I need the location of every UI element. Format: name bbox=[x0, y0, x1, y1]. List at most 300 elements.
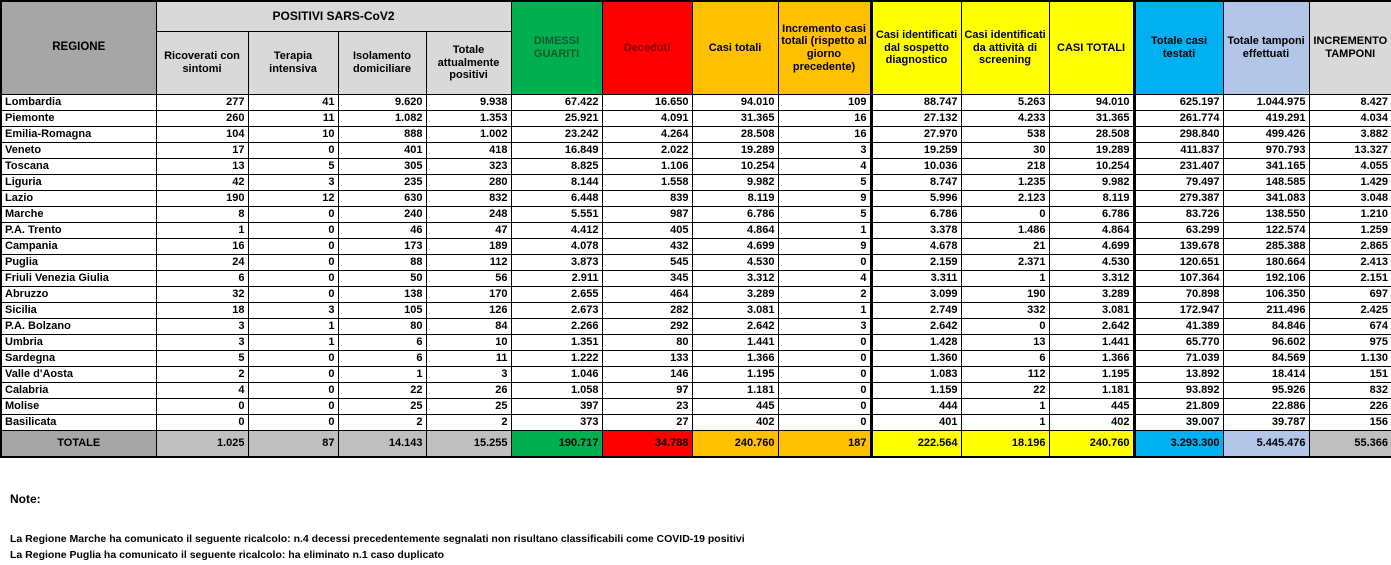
value-cell: 3 bbox=[156, 319, 248, 335]
value-cell: 418 bbox=[426, 143, 511, 159]
value-cell: 499.426 bbox=[1223, 127, 1309, 143]
region-name-cell: Sicilia bbox=[1, 303, 156, 319]
value-cell: 323 bbox=[426, 159, 511, 175]
column-header-dimessi-guariti: DIMESSI GUARITI bbox=[511, 1, 602, 95]
total-value-cell: 15.255 bbox=[426, 431, 511, 458]
value-cell: 16 bbox=[778, 127, 871, 143]
value-cell: 0 bbox=[156, 415, 248, 431]
value-cell: 9.982 bbox=[1049, 175, 1134, 191]
value-cell: 8.119 bbox=[692, 191, 778, 207]
table-row bbox=[1, 303, 1391, 319]
value-cell: 31.365 bbox=[1049, 111, 1134, 127]
value-cell: 1.351 bbox=[511, 335, 602, 351]
value-cell: 0 bbox=[778, 367, 871, 383]
value-cell: 56 bbox=[426, 271, 511, 287]
value-cell: 80 bbox=[338, 319, 426, 335]
note-line-puglia: La Regione Puglia ha comunicato il seguente ricalcolo: ha eliminato n.1 caso duplicato bbox=[10, 548, 445, 561]
notes-section bbox=[0, 458, 1391, 564]
value-cell: 405 bbox=[602, 223, 692, 239]
value-cell: 1.360 bbox=[871, 351, 961, 367]
value-cell: 25.921 bbox=[511, 111, 602, 127]
value-cell: 1.130 bbox=[1309, 351, 1391, 367]
value-cell: 218 bbox=[961, 159, 1049, 175]
value-cell: 39.007 bbox=[1134, 415, 1223, 431]
value-cell: 1.046 bbox=[511, 367, 602, 383]
value-cell: 107.364 bbox=[1134, 271, 1223, 287]
value-cell: 79.497 bbox=[1134, 175, 1223, 191]
region-name-cell: P.A. Bolzano bbox=[1, 319, 156, 335]
value-cell: 9 bbox=[778, 239, 871, 255]
value-cell: 211.496 bbox=[1223, 303, 1309, 319]
value-cell: 4.233 bbox=[961, 111, 1049, 127]
value-cell: 16.849 bbox=[511, 143, 602, 159]
table-row bbox=[1, 399, 1391, 415]
value-cell: 1.181 bbox=[692, 383, 778, 399]
value-cell: 6.786 bbox=[871, 207, 961, 223]
region-name-cell: Campania bbox=[1, 239, 156, 255]
value-cell: 19.289 bbox=[692, 143, 778, 159]
value-cell: 93.892 bbox=[1134, 383, 1223, 399]
value-cell: 172.947 bbox=[1134, 303, 1223, 319]
value-cell: 10.254 bbox=[1049, 159, 1134, 175]
table-row bbox=[1, 351, 1391, 367]
value-cell: 4.530 bbox=[1049, 255, 1134, 271]
value-cell: 120.651 bbox=[1134, 255, 1223, 271]
value-cell: 3.081 bbox=[1049, 303, 1134, 319]
value-cell: 248 bbox=[426, 207, 511, 223]
value-cell: 538 bbox=[961, 127, 1049, 143]
value-cell: 0 bbox=[248, 383, 338, 399]
value-cell: 10 bbox=[248, 127, 338, 143]
table-row bbox=[1, 111, 1391, 127]
value-cell: 1.044.975 bbox=[1223, 95, 1309, 111]
value-cell: 697 bbox=[1309, 287, 1391, 303]
value-cell: 0 bbox=[248, 239, 338, 255]
value-cell: 888 bbox=[338, 127, 426, 143]
value-cell: 94.010 bbox=[692, 95, 778, 111]
region-name-cell: Liguria bbox=[1, 175, 156, 191]
value-cell: 332 bbox=[961, 303, 1049, 319]
value-cell: 26 bbox=[426, 383, 511, 399]
value-cell: 0 bbox=[778, 335, 871, 351]
value-cell: 401 bbox=[338, 143, 426, 159]
value-cell: 4.091 bbox=[602, 111, 692, 127]
value-cell: 112 bbox=[961, 367, 1049, 383]
region-name-cell: Sardegna bbox=[1, 351, 156, 367]
value-cell: 1.441 bbox=[1049, 335, 1134, 351]
value-cell: 1 bbox=[156, 223, 248, 239]
value-cell: 0 bbox=[248, 255, 338, 271]
value-cell: 2.151 bbox=[1309, 271, 1391, 287]
value-cell: 8.144 bbox=[511, 175, 602, 191]
value-cell: 3.289 bbox=[692, 287, 778, 303]
column-header-casi-sospetto-diagnostico: Casi identificati dal sospetto diagnostico bbox=[871, 1, 961, 95]
table-row bbox=[1, 287, 1391, 303]
value-cell: 1 bbox=[248, 335, 338, 351]
value-cell: 2.266 bbox=[511, 319, 602, 335]
value-cell: 39.787 bbox=[1223, 415, 1309, 431]
value-cell: 9.620 bbox=[338, 95, 426, 111]
value-cell: 4.078 bbox=[511, 239, 602, 255]
column-header-isolamento-domiciliare: Isolamento domiciliare bbox=[338, 32, 426, 95]
column-header-casi-totali-maiuscolo: CASI TOTALI bbox=[1049, 1, 1134, 95]
table-row bbox=[1, 383, 1391, 399]
value-cell: 445 bbox=[692, 399, 778, 415]
value-cell: 3 bbox=[248, 303, 338, 319]
value-cell: 18.414 bbox=[1223, 367, 1309, 383]
value-cell: 3.048 bbox=[1309, 191, 1391, 207]
value-cell: 8.747 bbox=[871, 175, 961, 191]
value-cell: 432 bbox=[602, 239, 692, 255]
value-cell: 104 bbox=[156, 127, 248, 143]
value-cell: 5 bbox=[778, 175, 871, 191]
value-cell: 1.159 bbox=[871, 383, 961, 399]
value-cell: 4.699 bbox=[1049, 239, 1134, 255]
table-row bbox=[1, 335, 1391, 351]
value-cell: 3.873 bbox=[511, 255, 602, 271]
column-header-regione: REGIONE bbox=[1, 1, 156, 95]
value-cell: 625.197 bbox=[1134, 95, 1223, 111]
value-cell: 1 bbox=[961, 271, 1049, 287]
value-cell: 1.106 bbox=[602, 159, 692, 175]
value-cell: 285.388 bbox=[1223, 239, 1309, 255]
column-header-totale-attualmente-positivi: Totale attualmente positivi bbox=[426, 32, 511, 95]
total-value-cell: 222.564 bbox=[871, 431, 961, 458]
value-cell: 1.366 bbox=[1049, 351, 1134, 367]
region-name-cell: P.A. Trento bbox=[1, 223, 156, 239]
value-cell: 1 bbox=[248, 319, 338, 335]
value-cell: 17 bbox=[156, 143, 248, 159]
value-cell: 42 bbox=[156, 175, 248, 191]
value-cell: 148.585 bbox=[1223, 175, 1309, 191]
value-cell: 226 bbox=[1309, 399, 1391, 415]
total-value-cell: 55.366 bbox=[1309, 431, 1391, 458]
value-cell: 5.263 bbox=[961, 95, 1049, 111]
region-name-cell: Toscana bbox=[1, 159, 156, 175]
value-cell: 88 bbox=[338, 255, 426, 271]
value-cell: 3.378 bbox=[871, 223, 961, 239]
value-cell: 71.039 bbox=[1134, 351, 1223, 367]
value-cell: 12 bbox=[248, 191, 338, 207]
value-cell: 22 bbox=[961, 383, 1049, 399]
value-cell: 8.119 bbox=[1049, 191, 1134, 207]
value-cell: 280 bbox=[426, 175, 511, 191]
value-cell: 84.569 bbox=[1223, 351, 1309, 367]
value-cell: 4.864 bbox=[1049, 223, 1134, 239]
value-cell: 1.235 bbox=[961, 175, 1049, 191]
value-cell: 190 bbox=[156, 191, 248, 207]
value-cell: 83.726 bbox=[1134, 207, 1223, 223]
value-cell: 190 bbox=[961, 287, 1049, 303]
value-cell: 5 bbox=[248, 159, 338, 175]
value-cell: 21.809 bbox=[1134, 399, 1223, 415]
value-cell: 25 bbox=[338, 399, 426, 415]
value-cell: 24 bbox=[156, 255, 248, 271]
value-cell: 11 bbox=[426, 351, 511, 367]
value-cell: 298.840 bbox=[1134, 127, 1223, 143]
value-cell: 9.938 bbox=[426, 95, 511, 111]
column-header-terapia-intensiva: Terapia intensiva bbox=[248, 32, 338, 95]
value-cell: 151 bbox=[1309, 367, 1391, 383]
value-cell: 95.926 bbox=[1223, 383, 1309, 399]
value-cell: 305 bbox=[338, 159, 426, 175]
value-cell: 2.022 bbox=[602, 143, 692, 159]
table-row bbox=[1, 95, 1391, 111]
region-name-cell: Basilicata bbox=[1, 415, 156, 431]
total-value-cell: 18.196 bbox=[961, 431, 1049, 458]
value-cell: 0 bbox=[156, 399, 248, 415]
value-cell: 2 bbox=[778, 287, 871, 303]
value-cell: 106.350 bbox=[1223, 287, 1309, 303]
value-cell: 21 bbox=[961, 239, 1049, 255]
value-cell: 0 bbox=[778, 399, 871, 415]
value-cell: 832 bbox=[1309, 383, 1391, 399]
value-cell: 341.083 bbox=[1223, 191, 1309, 207]
value-cell: 1.083 bbox=[871, 367, 961, 383]
value-cell: 4 bbox=[156, 383, 248, 399]
value-cell: 464 bbox=[602, 287, 692, 303]
value-cell: 2 bbox=[156, 367, 248, 383]
value-cell: 1.195 bbox=[1049, 367, 1134, 383]
value-cell: 0 bbox=[248, 143, 338, 159]
value-cell: 27 bbox=[602, 415, 692, 431]
value-cell: 1 bbox=[338, 367, 426, 383]
table-body bbox=[1, 95, 1391, 458]
value-cell: 2.123 bbox=[961, 191, 1049, 207]
value-cell: 0 bbox=[778, 351, 871, 367]
table-row bbox=[1, 319, 1391, 335]
value-cell: 4.412 bbox=[511, 223, 602, 239]
value-cell: 2.425 bbox=[1309, 303, 1391, 319]
value-cell: 0 bbox=[248, 351, 338, 367]
value-cell: 10 bbox=[426, 335, 511, 351]
value-cell: 4.034 bbox=[1309, 111, 1391, 127]
value-cell: 3.312 bbox=[692, 271, 778, 287]
value-cell: 2.865 bbox=[1309, 239, 1391, 255]
value-cell: 8.427 bbox=[1309, 95, 1391, 111]
value-cell: 84.846 bbox=[1223, 319, 1309, 335]
column-header-casi-screening: Casi identificati da attività di screening bbox=[961, 1, 1049, 95]
value-cell: 2 bbox=[426, 415, 511, 431]
table-row bbox=[1, 175, 1391, 191]
value-cell: 0 bbox=[248, 415, 338, 431]
value-cell: 235 bbox=[338, 175, 426, 191]
value-cell: 6.448 bbox=[511, 191, 602, 207]
value-cell: 8 bbox=[156, 207, 248, 223]
value-cell: 23 bbox=[602, 399, 692, 415]
value-cell: 80 bbox=[602, 335, 692, 351]
value-cell: 5 bbox=[778, 207, 871, 223]
column-header-incremento-casi-totali: Incremento casi totali (rispetto al giorno precedente) bbox=[778, 1, 871, 95]
value-cell: 0 bbox=[248, 399, 338, 415]
value-cell: 5 bbox=[156, 351, 248, 367]
value-cell: 260 bbox=[156, 111, 248, 127]
value-cell: 0 bbox=[778, 255, 871, 271]
value-cell: 2.642 bbox=[692, 319, 778, 335]
value-cell: 3 bbox=[426, 367, 511, 383]
value-cell: 6.786 bbox=[1049, 207, 1134, 223]
value-cell: 6 bbox=[338, 335, 426, 351]
value-cell: 1 bbox=[961, 415, 1049, 431]
column-header-casi-totali: Casi totali bbox=[692, 1, 778, 95]
value-cell: 173 bbox=[338, 239, 426, 255]
value-cell: 839 bbox=[602, 191, 692, 207]
value-cell: 30 bbox=[961, 143, 1049, 159]
value-cell: 170 bbox=[426, 287, 511, 303]
value-cell: 105 bbox=[338, 303, 426, 319]
value-cell: 2.413 bbox=[1309, 255, 1391, 271]
value-cell: 13 bbox=[156, 159, 248, 175]
total-value-cell: 187 bbox=[778, 431, 871, 458]
value-cell: 31.365 bbox=[692, 111, 778, 127]
value-cell: 139.678 bbox=[1134, 239, 1223, 255]
value-cell: 1.486 bbox=[961, 223, 1049, 239]
column-group-positivi-sars-cov2: POSITIVI SARS-CoV2 bbox=[156, 1, 511, 32]
value-cell: 192.106 bbox=[1223, 271, 1309, 287]
value-cell: 18 bbox=[156, 303, 248, 319]
value-cell: 1.181 bbox=[1049, 383, 1134, 399]
value-cell: 0 bbox=[248, 367, 338, 383]
value-cell: 2 bbox=[338, 415, 426, 431]
value-cell: 4.530 bbox=[692, 255, 778, 271]
table-row bbox=[1, 271, 1391, 287]
value-cell: 28.508 bbox=[692, 127, 778, 143]
value-cell: 4.699 bbox=[692, 239, 778, 255]
value-cell: 1.058 bbox=[511, 383, 602, 399]
value-cell: 231.407 bbox=[1134, 159, 1223, 175]
value-cell: 126 bbox=[426, 303, 511, 319]
value-cell: 5.996 bbox=[871, 191, 961, 207]
note-line-marche: La Regione Marche ha comunicato il seguente ricalcolo: n.4 decessi precedentemente segnalati non risultano classificabili come COVID-19 positivi bbox=[10, 533, 745, 545]
column-header-deceduti: Deceduti bbox=[602, 1, 692, 95]
region-name-cell: Veneto bbox=[1, 143, 156, 159]
total-value-cell: 190.717 bbox=[511, 431, 602, 458]
region-name-cell: Lazio bbox=[1, 191, 156, 207]
total-value-cell: 5.445.476 bbox=[1223, 431, 1309, 458]
value-cell: 3.099 bbox=[871, 287, 961, 303]
value-cell: 16 bbox=[778, 111, 871, 127]
value-cell: 4 bbox=[778, 271, 871, 287]
value-cell: 6 bbox=[338, 351, 426, 367]
value-cell: 373 bbox=[511, 415, 602, 431]
value-cell: 2.642 bbox=[871, 319, 961, 335]
region-name-cell: Lombardia bbox=[1, 95, 156, 111]
value-cell: 3 bbox=[778, 143, 871, 159]
value-cell: 277 bbox=[156, 95, 248, 111]
value-cell: 0 bbox=[248, 271, 338, 287]
value-cell: 11 bbox=[248, 111, 338, 127]
total-value-cell: 240.760 bbox=[1049, 431, 1134, 458]
value-cell: 240 bbox=[338, 207, 426, 223]
value-cell: 402 bbox=[692, 415, 778, 431]
table-row bbox=[1, 239, 1391, 255]
value-cell: 146 bbox=[602, 367, 692, 383]
value-cell: 4.864 bbox=[692, 223, 778, 239]
region-name-cell: Friuli Venezia Giulia bbox=[1, 271, 156, 287]
value-cell: 28.508 bbox=[1049, 127, 1134, 143]
value-cell: 445 bbox=[1049, 399, 1134, 415]
value-cell: 987 bbox=[602, 207, 692, 223]
value-cell: 3 bbox=[156, 335, 248, 351]
value-cell: 1.441 bbox=[692, 335, 778, 351]
value-cell: 156 bbox=[1309, 415, 1391, 431]
total-value-cell: 1.025 bbox=[156, 431, 248, 458]
column-header-ricoverati-con-sintomi: Ricoverati con sintomi bbox=[156, 32, 248, 95]
value-cell: 2.371 bbox=[961, 255, 1049, 271]
value-cell: 41 bbox=[248, 95, 338, 111]
total-value-cell: 34.788 bbox=[602, 431, 692, 458]
value-cell: 16.650 bbox=[602, 95, 692, 111]
value-cell: 401 bbox=[871, 415, 961, 431]
value-cell: 4.678 bbox=[871, 239, 961, 255]
value-cell: 9.982 bbox=[692, 175, 778, 191]
column-header-totale-tamponi: Totale tamponi effettuati bbox=[1223, 1, 1309, 95]
table-row bbox=[1, 159, 1391, 175]
table-row bbox=[1, 207, 1391, 223]
table-row bbox=[1, 223, 1391, 239]
value-cell: 419.291 bbox=[1223, 111, 1309, 127]
value-cell: 97 bbox=[602, 383, 692, 399]
value-cell: 341.165 bbox=[1223, 159, 1309, 175]
table-row bbox=[1, 255, 1391, 271]
value-cell: 2.911 bbox=[511, 271, 602, 287]
total-row bbox=[1, 431, 1391, 458]
value-cell: 19.289 bbox=[1049, 143, 1134, 159]
value-cell: 2.749 bbox=[871, 303, 961, 319]
value-cell: 674 bbox=[1309, 319, 1391, 335]
value-cell: 4.264 bbox=[602, 127, 692, 143]
value-cell: 189 bbox=[426, 239, 511, 255]
value-cell: 261.774 bbox=[1134, 111, 1223, 127]
region-name-cell: Valle d'Aosta bbox=[1, 367, 156, 383]
value-cell: 13.327 bbox=[1309, 143, 1391, 159]
value-cell: 832 bbox=[426, 191, 511, 207]
value-cell: 10.036 bbox=[871, 159, 961, 175]
value-cell: 0 bbox=[778, 383, 871, 399]
value-cell: 545 bbox=[602, 255, 692, 271]
value-cell: 22 bbox=[338, 383, 426, 399]
value-cell: 27.132 bbox=[871, 111, 961, 127]
value-cell: 67.422 bbox=[511, 95, 602, 111]
value-cell: 3 bbox=[778, 319, 871, 335]
value-cell: 16 bbox=[156, 239, 248, 255]
value-cell: 1.353 bbox=[426, 111, 511, 127]
value-cell: 1.558 bbox=[602, 175, 692, 191]
value-cell: 292 bbox=[602, 319, 692, 335]
value-cell: 3.312 bbox=[1049, 271, 1134, 287]
value-cell: 0 bbox=[961, 319, 1049, 335]
region-name-cell: Piemonte bbox=[1, 111, 156, 127]
value-cell: 411.837 bbox=[1134, 143, 1223, 159]
value-cell: 1.082 bbox=[338, 111, 426, 127]
notes-title: Note: bbox=[10, 492, 41, 506]
value-cell: 1 bbox=[778, 303, 871, 319]
value-cell: 3.311 bbox=[871, 271, 961, 287]
table-row bbox=[1, 367, 1391, 383]
value-cell: 0 bbox=[248, 287, 338, 303]
value-cell: 6 bbox=[156, 271, 248, 287]
value-cell: 112 bbox=[426, 255, 511, 271]
value-cell: 4 bbox=[778, 159, 871, 175]
value-cell: 2.159 bbox=[871, 255, 961, 271]
value-cell: 6 bbox=[961, 351, 1049, 367]
value-cell: 23.242 bbox=[511, 127, 602, 143]
value-cell: 88.747 bbox=[871, 95, 961, 111]
total-value-cell: 3.293.300 bbox=[1134, 431, 1223, 458]
value-cell: 3 bbox=[248, 175, 338, 191]
value-cell: 63.299 bbox=[1134, 223, 1223, 239]
value-cell: 279.387 bbox=[1134, 191, 1223, 207]
